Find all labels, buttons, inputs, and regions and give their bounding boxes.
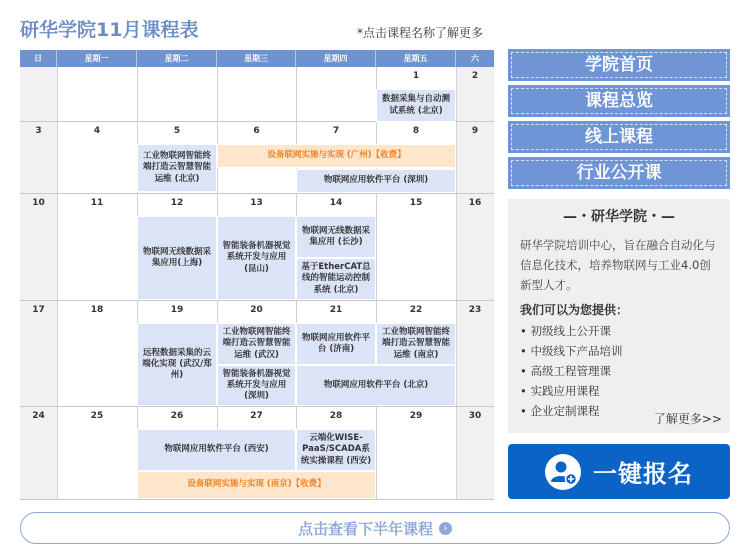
academy-info-panel <box>508 199 730 433</box>
day-number: 8 <box>412 126 420 136</box>
info-description: 研华学院培训中心，旨在融合自动化与信息化技术，培养物联网与工业4.0创新型人才。 <box>520 238 716 292</box>
day-number: 19 <box>170 305 184 315</box>
course-event[interactable]: 物联网无线数据采集应用 (长沙) <box>296 216 376 258</box>
page-note: *点击课程名称了解更多 <box>357 26 484 40</box>
day-number: 21 <box>329 305 343 315</box>
day-number: 12 <box>170 198 184 208</box>
course-event[interactable]: 物联网应用软件平台 (西安) <box>137 429 296 471</box>
course-event[interactable]: 设备联网实施与实现 (南京)【收费】 <box>137 471 376 499</box>
list-item: • 实践应用课程 <box>520 384 600 398</box>
day-number: 10 <box>32 198 45 208</box>
list-item: • 企业定制课程 <box>520 404 600 418</box>
day-number: 11 <box>90 198 104 208</box>
weekday-sun: 日 <box>20 50 57 67</box>
day-number: 24 <box>32 411 45 421</box>
nav-industry-button[interactable] <box>508 157 730 189</box>
day-number: 25 <box>90 411 104 421</box>
next-half-year-button[interactable] <box>20 512 730 544</box>
course-event[interactable]: 物联网应用软件平台 (深圳) <box>296 169 456 193</box>
course-event[interactable]: 工业物联网智能终端打造云智慧智能运维 (南京) <box>376 323 456 365</box>
info-list <box>520 321 718 421</box>
list-item: • 中级线下产品培训 <box>520 344 623 358</box>
course-event[interactable]: 物联网应用软件平台 (济南) <box>296 323 376 365</box>
calendar-week <box>20 301 494 407</box>
next-half-year-label: 点击查看下半年课程 <box>297 519 433 538</box>
day-number: 6 <box>253 126 260 136</box>
signup-button[interactable] <box>508 444 730 499</box>
day-number: 26 <box>170 411 184 421</box>
calendar-week <box>20 67 494 122</box>
weekday-thu: 星期四 <box>296 50 376 67</box>
page-title: 研华学院11月课程表 <box>20 19 199 41</box>
day-number: 22 <box>409 305 423 315</box>
weekday-tue: 星期二 <box>137 50 217 67</box>
day-number: 9 <box>471 126 479 136</box>
nav-home-button[interactable] <box>508 49 730 81</box>
nav-online-label: 线上课程 <box>511 124 727 150</box>
nav-online-button[interactable] <box>508 121 730 153</box>
course-event[interactable]: 数据采集与自动测试系统 (北京) <box>376 89 456 122</box>
day-number: 18 <box>90 305 104 315</box>
nav-overview-label: 课程总览 <box>511 88 727 114</box>
day-number: 16 <box>468 198 482 208</box>
course-event[interactable]: 工业物联网智能终端打造云智慧智能运维 (北京) <box>137 144 217 192</box>
course-event[interactable]: 物联网无线数据采集应用(上海) <box>137 216 217 300</box>
nav-industry-label: 行业公开课 <box>511 160 727 186</box>
day-number: 13 <box>250 198 263 208</box>
calendar-week <box>20 407 494 500</box>
info-subtitle: 我们可以为您提供： <box>520 303 629 317</box>
course-event[interactable]: 基于EtherCAT总线的智能运动控制系统 (北京) <box>296 258 376 300</box>
course-event[interactable]: 云端化WISE-PaaS/SCADA系统实操课程 (西安) <box>296 429 376 471</box>
calendar-week <box>20 122 494 194</box>
nav-home-label: 学院首页 <box>511 52 727 78</box>
day-number: 14 <box>329 198 343 208</box>
weekday-mon: 星期一 <box>57 50 137 67</box>
day-number: 15 <box>409 198 423 208</box>
learn-more-link[interactable]: 了解更多>> <box>653 412 722 426</box>
sunday-column <box>20 67 57 121</box>
signup-label: 一键报名 <box>593 460 693 488</box>
calendar-week <box>20 194 494 301</box>
user-add-icon <box>545 454 581 490</box>
day-number: 7 <box>332 126 340 136</box>
weekday-sat: 六 <box>471 54 479 63</box>
course-event[interactable]: 远程数据采集的云端化实现 (武汉/郑州) <box>137 323 217 406</box>
nav-overview-button[interactable] <box>508 85 730 117</box>
day-number: 23 <box>468 305 482 315</box>
calendar-header <box>20 50 494 67</box>
course-event[interactable]: 设备联网实施与实现 (广州)【收费】 <box>217 144 456 168</box>
day-number: 29 <box>409 411 423 421</box>
info-title: —・研华学院・— <box>563 209 675 225</box>
day-number: 17 <box>32 305 45 315</box>
day-number: 2 <box>471 71 479 81</box>
day-number: 4 <box>93 126 101 136</box>
day-number: 30 <box>468 411 482 421</box>
day-number: 28 <box>329 411 343 421</box>
calendar <box>20 50 494 500</box>
course-event[interactable]: 智能装备机器视觉系统开发与应用 (深圳) <box>217 365 296 406</box>
course-event[interactable]: 工业物联网智能终端打造云智慧智能运维 (武汉) <box>217 323 296 365</box>
weekday-fri: 星期五 <box>376 50 456 67</box>
course-event[interactable]: 智能装备机器视觉系统开发与应用 (昆山) <box>217 216 296 300</box>
weekday-wed: 星期三 <box>217 50 296 67</box>
day-number: 3 <box>35 126 42 136</box>
list-item: • 高级工程管理课 <box>520 364 611 378</box>
day-number: 5 <box>173 126 181 136</box>
list-item: • 初级线上公开课 <box>520 324 611 338</box>
day-number: 20 <box>250 305 263 315</box>
day-number: 1 <box>412 71 420 81</box>
course-event[interactable]: 物联网应用软件平台 (北京) <box>296 365 456 406</box>
day-number: 27 <box>250 411 263 421</box>
chevron-right-icon: › <box>439 522 452 535</box>
